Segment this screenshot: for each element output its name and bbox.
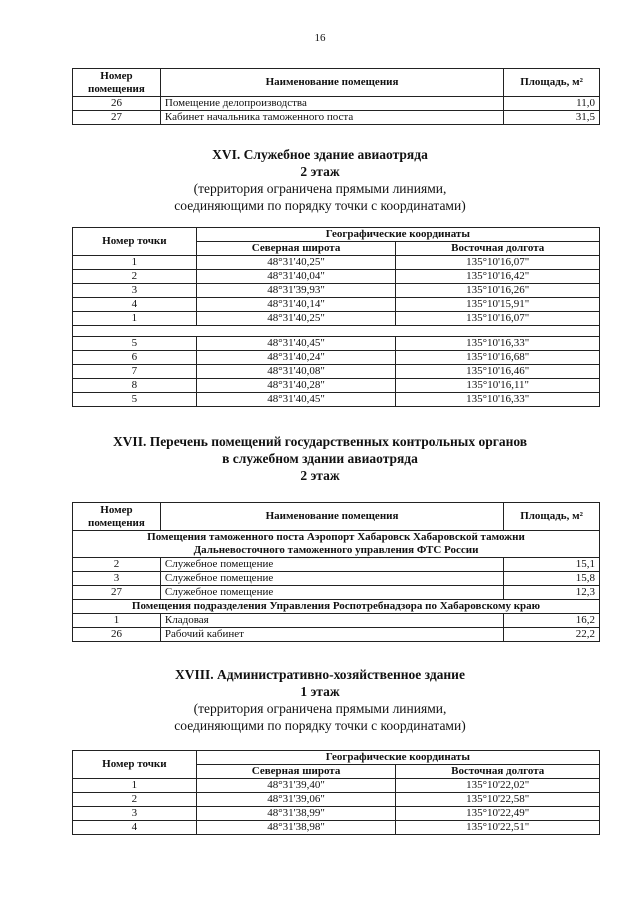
table-row (73, 97, 600, 111)
table-row (73, 572, 600, 586)
section-16-floor: 2 этаж (300, 164, 340, 179)
latitude: 48°31'40,45" (196, 337, 396, 351)
point-number: 8 (73, 379, 197, 393)
col-room-name: Наименование помещения (160, 503, 503, 531)
room-name: Служебное помещение (160, 558, 503, 572)
col-latitude: Северная широта (196, 765, 396, 779)
room-area: 15,8 (504, 572, 600, 586)
room-number: 26 (73, 628, 161, 642)
section-18-floor: 1 этаж (300, 684, 340, 699)
table-row (73, 270, 600, 284)
section-17-heading (0, 433, 640, 484)
room-number: 27 (73, 586, 161, 600)
longitude: 135°10'22,49" (396, 807, 600, 821)
point-number: 1 (73, 256, 197, 270)
room-name: Помещение делопроизводства (160, 97, 503, 111)
col-area: Площадь, м² (504, 503, 600, 531)
section-18-title: XVIII. Административно-хозяйственное здание (175, 667, 465, 682)
coordinates-table-2 (72, 750, 600, 835)
col-geo-coordinates: Географические координаты (196, 751, 599, 765)
longitude: 135°10'15,91" (396, 298, 600, 312)
room-number: 2 (73, 558, 161, 572)
section-17-title-line-1: XVII. Перечень помещений государственных контрольных органов (112, 434, 528, 449)
longitude: 135°10'16,68" (396, 351, 600, 365)
col-longitude: Восточная долгота (396, 242, 600, 256)
table-row (73, 256, 600, 270)
section-row-rospotrebnadzor (73, 600, 600, 614)
col-latitude: Северная широта (196, 242, 396, 256)
point-number: 6 (73, 351, 197, 365)
customs-subheading-line-1: Помещения таможенного поста Аэропорт Хабаровск Хабаровской таможни (147, 531, 525, 543)
longitude: 135°10'16,33" (396, 337, 600, 351)
table-row (73, 558, 600, 572)
latitude: 48°31'39,93" (196, 284, 396, 298)
room-area: 15,1 (504, 558, 600, 572)
room-area: 11,0 (504, 97, 600, 111)
table-row (73, 779, 600, 793)
coords-group-1 (73, 256, 600, 326)
page-number: 16 (314, 32, 326, 44)
table-row (73, 284, 600, 298)
longitude: 135°10'22,51" (396, 821, 600, 835)
col-point-number: Номер точки (73, 751, 197, 779)
section-row-customs (73, 531, 600, 558)
table-row (73, 337, 600, 351)
room-area: 22,2 (504, 628, 600, 642)
latitude: 48°31'40,25" (196, 256, 396, 270)
point-number: 3 (73, 284, 197, 298)
room-number: 27 (73, 111, 161, 125)
longitude: 135°10'22,02" (396, 779, 600, 793)
latitude: 48°31'39,06" (196, 793, 396, 807)
room-number: 26 (73, 97, 161, 111)
table-row (73, 614, 600, 628)
coords-group-2 (73, 337, 600, 407)
longitude: 135°10'16,42" (396, 270, 600, 284)
longitude: 135°10'16,46" (396, 365, 600, 379)
point-number: 1 (73, 312, 197, 326)
room-name: Кладовая (160, 614, 503, 628)
section-18-heading (0, 666, 640, 734)
table-row (73, 586, 600, 600)
latitude: 48°31'40,28" (196, 379, 396, 393)
col-room-number: Номер помещения (73, 69, 161, 97)
table-row (73, 793, 600, 807)
section-17-floor: 2 этаж (300, 468, 340, 483)
section-18-note-1: (территория ограничена прямыми линиями, (193, 701, 447, 716)
col-room-name: Наименование помещения (160, 69, 503, 97)
room-name: Служебное помещение (160, 572, 503, 586)
latitude: 48°31'40,25" (196, 312, 396, 326)
latitude: 48°31'40,45" (196, 393, 396, 407)
table-row (73, 628, 600, 642)
section-16-heading (0, 146, 640, 214)
table-row (73, 807, 600, 821)
point-number: 2 (73, 793, 197, 807)
room-name: Служебное помещение (160, 586, 503, 600)
longitude: 135°10'22,58" (396, 793, 600, 807)
point-number: 4 (73, 821, 197, 835)
room-area: 12,3 (504, 586, 600, 600)
coordinates-table-1 (72, 227, 600, 407)
longitude: 135°10'16,33" (396, 393, 600, 407)
room-number: 1 (73, 614, 161, 628)
point-number: 5 (73, 393, 197, 407)
table-row (73, 111, 600, 125)
point-number: 5 (73, 337, 197, 351)
table-row (73, 393, 600, 407)
rooms-table-2 (72, 502, 600, 642)
table-row (73, 351, 600, 365)
room-area: 31,5 (504, 111, 600, 125)
latitude: 48°31'40,24" (196, 351, 396, 365)
point-number: 7 (73, 365, 197, 379)
room-number: 3 (73, 572, 161, 586)
table-row (73, 379, 600, 393)
section-17-title-line-2: в служебном здании авиаотряда (222, 451, 418, 466)
table-spacer-row (73, 326, 600, 337)
table-row (73, 298, 600, 312)
room-name: Кабинет начальника таможенного поста (160, 111, 503, 125)
col-longitude: Восточная долгота (396, 765, 600, 779)
point-number: 4 (73, 298, 197, 312)
latitude: 48°31'38,99" (196, 807, 396, 821)
room-area: 16,2 (504, 614, 600, 628)
col-area: Площадь, м² (504, 69, 600, 97)
col-geo-coordinates: Географические координаты (196, 228, 599, 242)
point-number: 3 (73, 807, 197, 821)
latitude: 48°31'40,08" (196, 365, 396, 379)
point-number: 1 (73, 779, 197, 793)
section-16-note-2: соединяющими по порядку точки с координатами) (174, 198, 466, 213)
longitude: 135°10'16,07" (396, 256, 600, 270)
longitude: 135°10'16,07" (396, 312, 600, 326)
col-room-number: Номер помещения (73, 503, 161, 531)
section-16-title: XVI. Служебное здание авиаотряда (212, 147, 428, 162)
customs-subheading-line-2: Дальневосточного таможенного управления ФТС России (193, 544, 479, 556)
section-18-note-2: соединяющими по порядку точки с координатами) (174, 718, 466, 733)
room-name: Рабочий кабинет (160, 628, 503, 642)
latitude: 48°31'40,14" (196, 298, 396, 312)
longitude: 135°10'16,26" (396, 284, 600, 298)
rospotrebnadzor-subheading: Помещения подразделения Управления Роспотребнадзора по Хабаровскому краю (73, 600, 600, 614)
rooms-table-1 (72, 68, 600, 125)
latitude: 48°31'38,98" (196, 821, 396, 835)
longitude: 135°10'16,11" (396, 379, 600, 393)
section-16-note-1: (территория ограничена прямыми линиями, (193, 181, 447, 196)
table-row (73, 365, 600, 379)
point-number: 2 (73, 270, 197, 284)
col-point-number: Номер точки (73, 228, 197, 256)
table-row (73, 312, 600, 326)
latitude: 48°31'39,40" (196, 779, 396, 793)
latitude: 48°31'40,04" (196, 270, 396, 284)
table-row (73, 821, 600, 835)
